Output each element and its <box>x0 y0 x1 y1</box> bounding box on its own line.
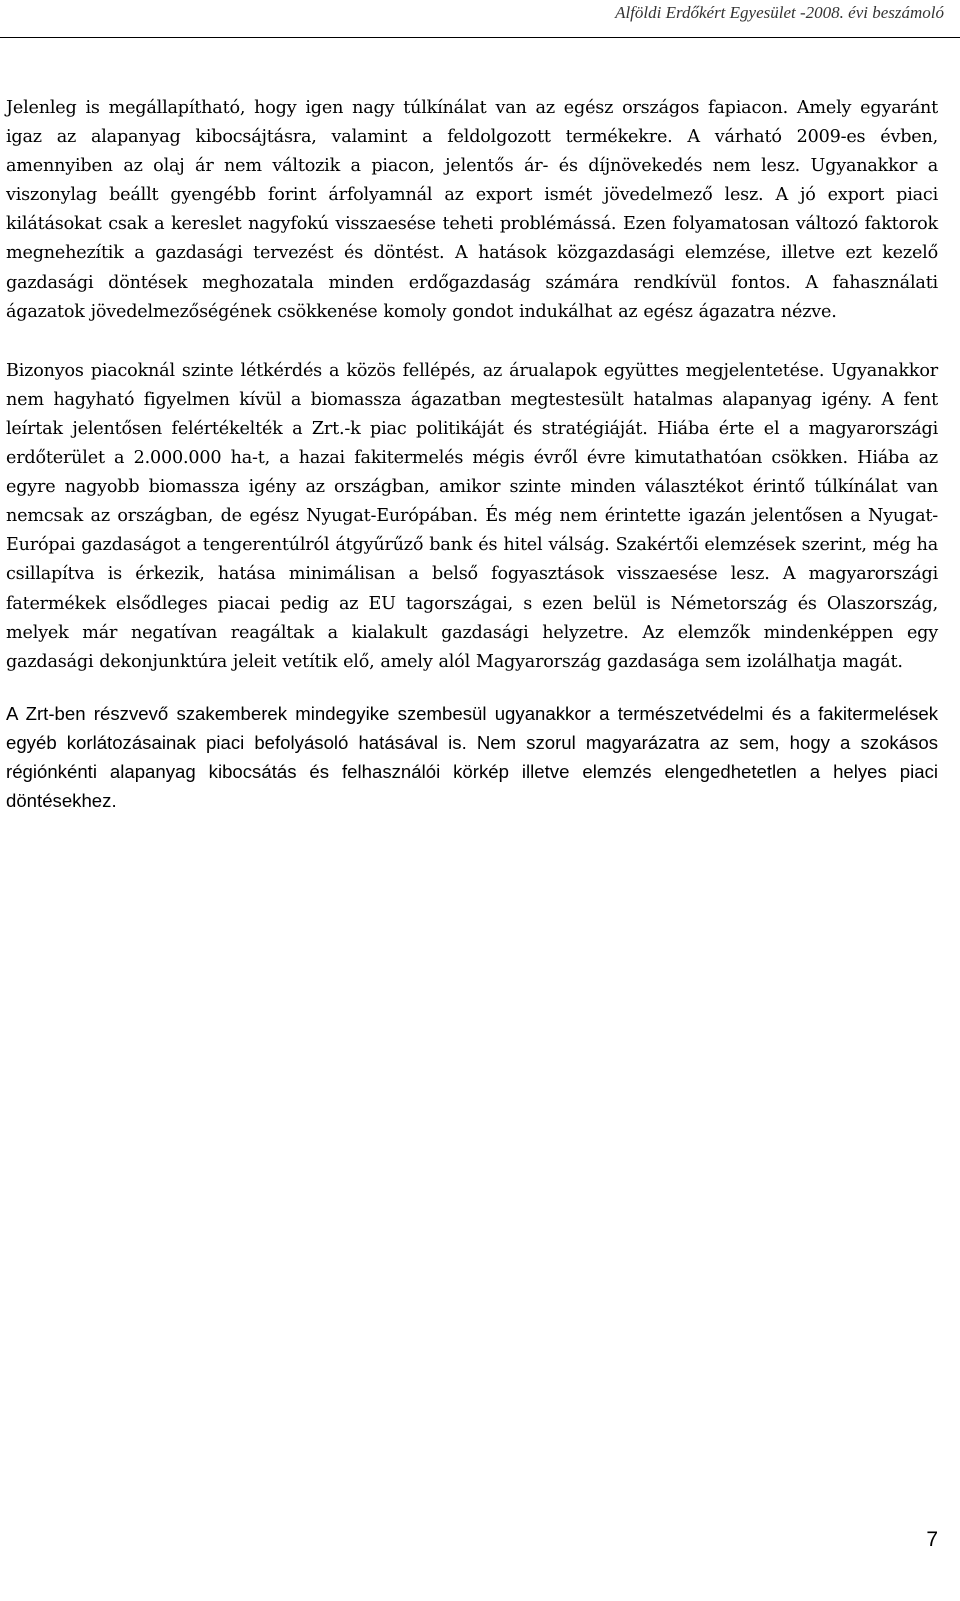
document-body <box>6 94 938 815</box>
paragraph-market-outlook: Jelenleg is megállapítható, hogy igen nagy túlkínálat van az egész országos fapiacon. Amely egyaránt igaz az alapanyag kibocsájtásra, valamint a feldolgozott termékekre. A várható 2009-es évben, amennyiben az olaj ár nem változik a piacon, jelentős ár- és díjnövekedés nem lesz. Ugyanakkor a viszonylag beállt gyengébb forint árfolyamnál az export ismét jövedelmező lesz. A jó export piaci kilátásokat csak a kereslet nagyfokú visszaesése teheti problémássá. Ezen folyamatosan változó faktorok megnehezítik a gazdasági tervezést és döntést. A hatások közgazdasági elemzése, illetve ezt kezelő gazdasági döntések meghozatala minden erdőgazdaság számára rendkívül fontos. A fahasználati ágazatok jövedelmezőségének csökkenése komoly gondot indukálhat az egész ágazatra nézve. <box>6 98 938 322</box>
page-number: 7 <box>926 1528 938 1551</box>
running-header-title: Alföldi Erdőkért Egyesület -2008. évi beszámoló <box>615 3 944 22</box>
paragraph-specialists: A Zrt-ben részvevő szakemberek mindegyike szembesül ugyanakkor a természetvédelmi és a fakitermelések egyéb korlátozásainak piaci befolyásoló hatásával is. Nem szorul magyarázatra az sem, hogy a szokásos régiónkénti alapanyag kibocsátás és felhasználói körkép illetve elemzés elengedhetetlen a helyes piaci döntésekhez. <box>6 702 938 811</box>
header-divider <box>0 37 960 38</box>
paragraph-biomass-demand: Bizonyos piacoknál szinte létkérdés a közös fellépés, az árualapok együttes megjelentetése. Ugyanakkor nem hagyható figyelmen kívül a biomassza ágazatban megtestesült hatalmas alapanyag igény. A fent leírtak jelentősen felértékelték a Zrt.-k piac politikáját és stratégiáját. Hiába érte el a magyarországi erdőterület a 2.000.000 ha-t, a hazai fakitermelés mégis évről évre kimutathatóan csökken. Hiába az egyre nagyobb biomassza igény az országban, amikor szinte minden választékot érintő túlkínálat van nemcsak az országban, de egész Nyugat-Európában. És még nem érintette igazán jelentősen a Nyugat-Európai gazdaságot a tengerentúlról átgyűrűző bank és hitel válság. Szakértői elemzések szerint, még ha csillapítva is érkezik, hatása minimálisan a belső fogyasztások visszaesése lesz. A magyarországi fatermékek elsődleges piacai pedig az EU tagországai, s ezen belül is Németország és Olaszország, melyek már negatívan reagáltak a kialakult gazdasági helyzetre. Az elemzők mindenképpen egy gazdasági dekonjunktúra jeleit vetítik elő, amely alól Magyarország gazdasága sem izolálhatja magát. <box>6 360 938 672</box>
